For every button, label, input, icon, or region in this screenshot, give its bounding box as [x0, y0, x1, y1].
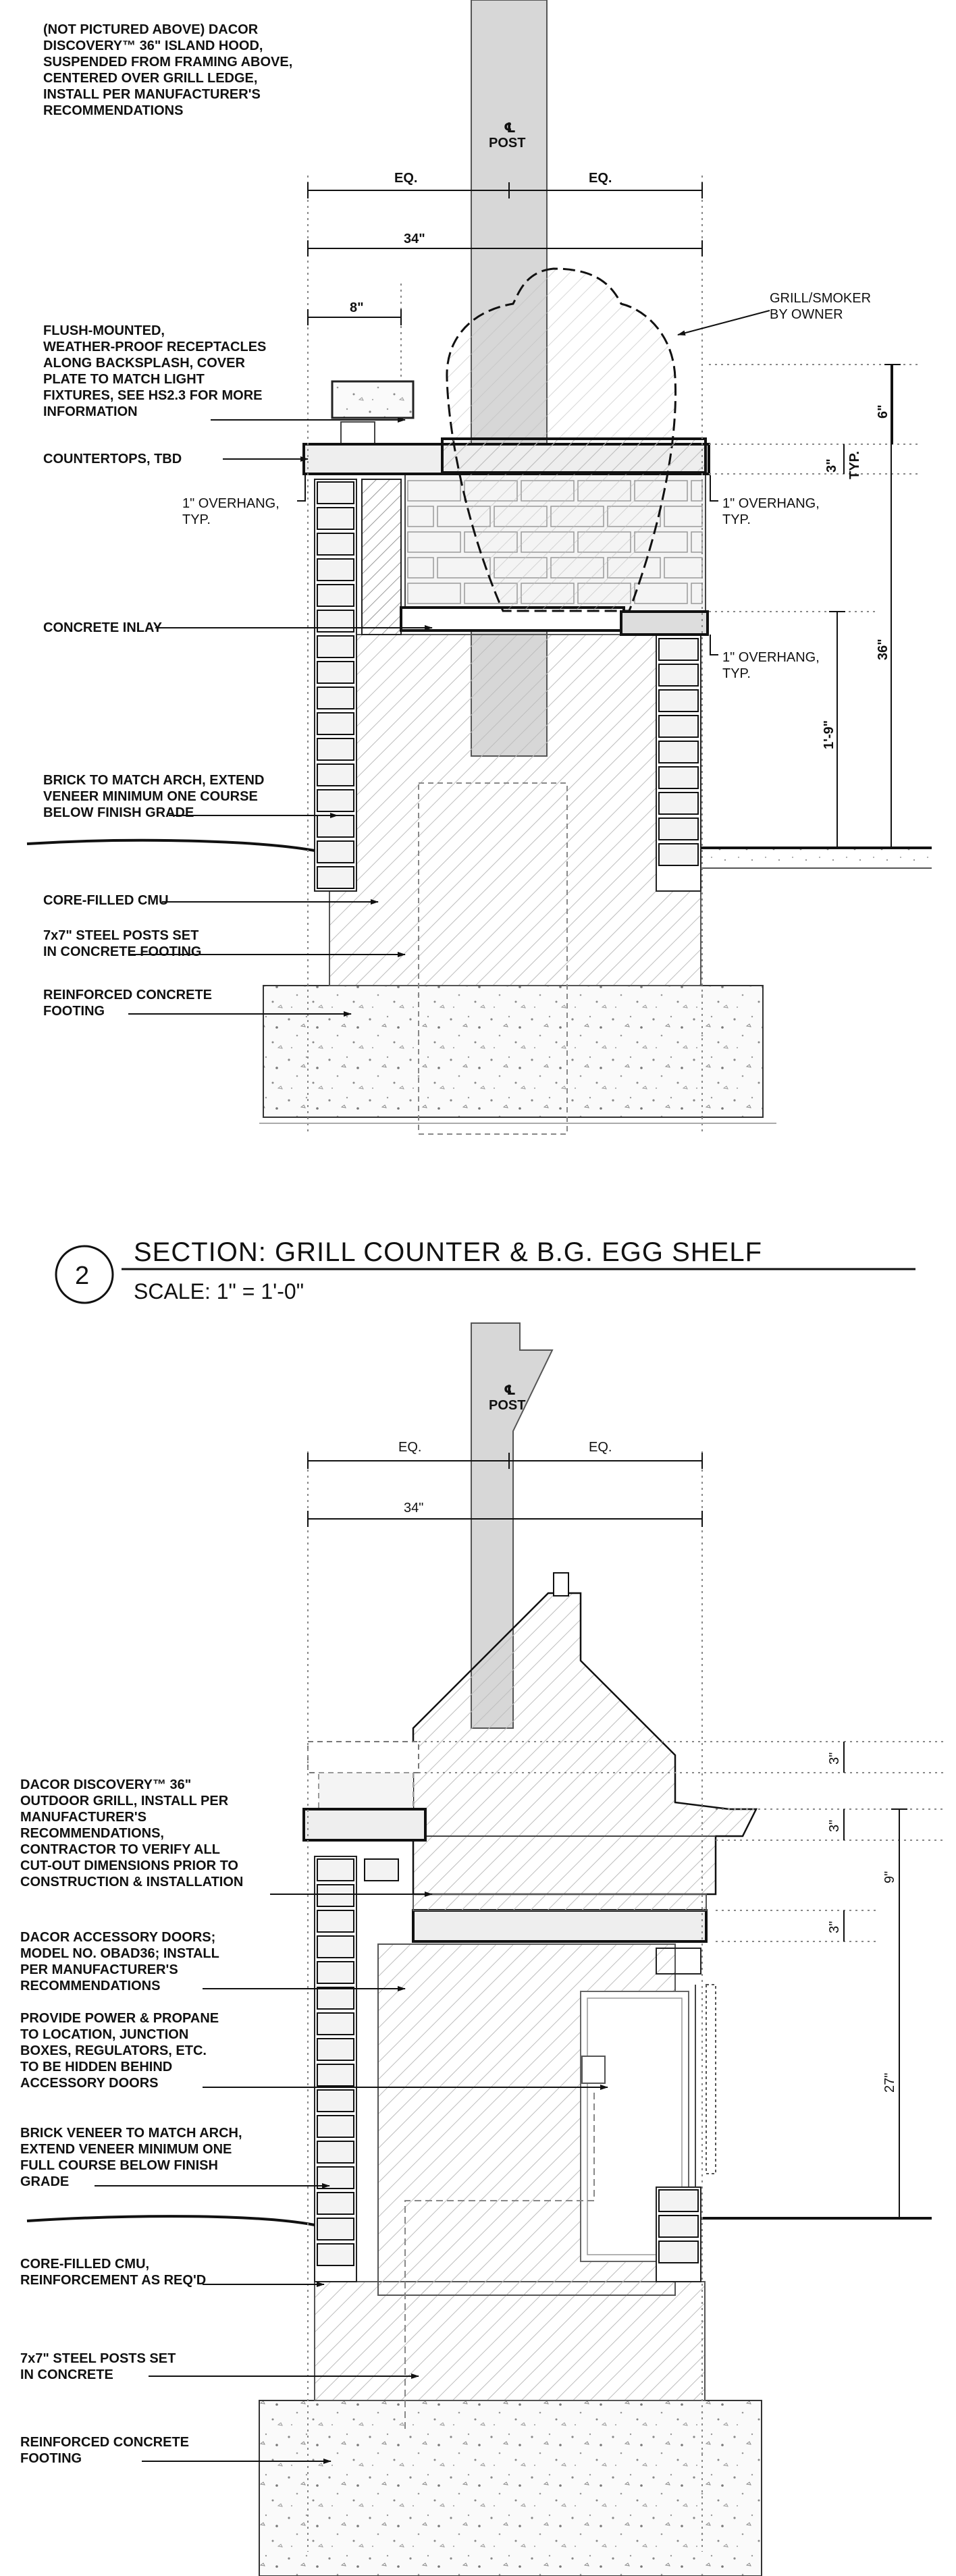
brick-column-right: [656, 635, 701, 891]
note-overhang-right-top-line: TYP.: [722, 512, 751, 527]
note-brick-veneer-line: FULL COURSE BELOW FINISH: [20, 2158, 218, 2173]
note-concrete-inlay-line: CONCRETE INLAY: [43, 620, 162, 635]
section-title: SECTION: GRILL COUNTER & B.G. EGG SHELF: [134, 1237, 763, 1267]
footing-shape: [263, 986, 763, 1117]
backsplash-2-block: [319, 1773, 413, 1809]
brick: [317, 508, 354, 529]
brick: [317, 2064, 354, 2086]
section2-dim-3c: 3": [827, 1921, 842, 1933]
note-hood-line: RECOMMENDATIONS: [43, 103, 184, 118]
shelf-2-shape: [413, 1910, 706, 1941]
note-concrete-inlay: [43, 620, 163, 635]
brick: [659, 690, 698, 712]
note-footing-2-line: FOOTING: [20, 2451, 82, 2466]
note-receptacles: [43, 323, 266, 419]
note-power-propane: [20, 2011, 219, 2091]
brick: [659, 639, 698, 660]
cmu-2-shape: [315, 2282, 705, 2400]
brick: [317, 533, 354, 555]
brick: [317, 2039, 354, 2060]
section1-dim-19: 1'-9": [822, 720, 837, 749]
note-receptacles-line: ALONG BACKSPLASH, COVER: [43, 356, 245, 371]
brick: [317, 1936, 354, 1958]
brick: [659, 844, 698, 865]
brick: [317, 2244, 354, 2265]
brick: [317, 739, 354, 760]
note-outdoor-grill-line: CONSTRUCTION & INSTALLATION: [20, 1875, 244, 1889]
note-receptacles-line: WEATHER-PROOF RECEPTACLES: [43, 340, 267, 354]
note-power-propane-line: PROVIDE POWER & PROPANE: [20, 2011, 219, 2026]
note-power-propane-line: TO LOCATION, JUNCTION: [20, 2027, 189, 2042]
section1-dim-typ: TYP.: [847, 451, 862, 479]
note-brick-line: VENEER MINIMUM ONE COURSE: [43, 789, 258, 804]
note-hood-line: INSTALL PER MANUFACTURER'S: [43, 87, 261, 102]
brick: [317, 1885, 354, 1906]
section1-dim-36: 36": [876, 639, 891, 660]
note-steel-posts-line: 7x7" STEEL POSTS SET: [43, 928, 199, 943]
note-countertops: [43, 452, 182, 466]
brick: [659, 2190, 698, 2211]
section1-dim-3: 3": [824, 458, 839, 473]
brick: [317, 713, 354, 734]
brick: [317, 482, 354, 504]
brick: [317, 1962, 354, 1983]
brick: [317, 2218, 354, 2240]
section-1-drawing: [27, 0, 932, 1134]
note-accessory-doors-line: MODEL NO. OBAD36; INSTALL: [20, 1946, 219, 1961]
brick: [317, 790, 354, 811]
note-overhang-right-bottom-line: TYP.: [722, 666, 751, 681]
brick: [659, 664, 698, 686]
note-footing-2-line: REINFORCED CONCRETE: [20, 2435, 190, 2450]
note-cmu-2: [20, 2257, 206, 2288]
grade-right: [701, 848, 930, 868]
brick: [317, 764, 354, 786]
ledge-right-shape: [621, 612, 708, 635]
note-brick-line: BRICK TO MATCH ARCH, EXTEND: [43, 773, 265, 788]
title-block: [56, 1237, 915, 1304]
section1-dim-eq-left: EQ.: [394, 171, 418, 186]
note-hood-line: DISCOVERY™ 36" ISLAND HOOD,: [43, 38, 263, 53]
note-hood-line: SUSPENDED FROM FRAMING ABOVE,: [43, 55, 293, 70]
brick: [317, 585, 354, 606]
note-grill-line: GRILL/SMOKER: [770, 291, 872, 306]
note-accessory-doors: [20, 1930, 219, 1993]
note-brick-line: BELOW FINISH GRADE: [43, 805, 194, 820]
section2-dim-3a: 3": [827, 1752, 842, 1765]
brick: [317, 610, 354, 632]
note-receptacles-line: FIXTURES, SEE HS2.3 FOR MORE: [43, 388, 263, 403]
note-overhang-right-top: [722, 496, 820, 527]
section2-dim-27: 27": [882, 2072, 897, 2093]
note-cmu-line: CORE-FILLED CMU: [43, 893, 169, 908]
note-receptacles-line: PLATE TO MATCH LIGHT: [43, 372, 205, 387]
note-brick-veneer-line: GRADE: [20, 2174, 70, 2189]
section2-centerline-symbol: ℄: [504, 1383, 516, 1398]
brick: [365, 1859, 398, 1881]
section1-dim-eq-right: EQ.: [589, 171, 612, 186]
note-outdoor-grill-line: MANUFACTURER'S: [20, 1810, 147, 1825]
section1-centerline-symbol: ℄: [504, 121, 516, 136]
junction-box-shape: [582, 2056, 605, 2083]
backsplash-cap: [332, 381, 413, 418]
note-footing-line: REINFORCED CONCRETE: [43, 988, 213, 1002]
note-overhang-right-bottom: [722, 650, 820, 681]
note-overhang-right-bottom-line: 1" OVERHANG,: [722, 650, 820, 665]
section2-dim-9: 9": [882, 1871, 897, 1883]
note-hood: [43, 22, 292, 118]
note-brick-veneer-line: EXTEND VENEER MINIMUM ONE: [20, 2142, 232, 2157]
brick: [317, 1910, 354, 1932]
note-steel-posts-2-line: 7x7" STEEL POSTS SET: [20, 2351, 176, 2366]
brick: [317, 2090, 354, 2112]
brick: [317, 2193, 354, 2214]
note-outdoor-grill-line: CONTRACTOR TO VERIFY ALL: [20, 1842, 220, 1857]
countertop-2-shape: [304, 1809, 425, 1840]
brick: [659, 716, 698, 737]
brick: [317, 559, 354, 581]
grade-2-line-left: [27, 2216, 315, 2225]
brick: [317, 636, 354, 658]
note-receptacles-line: FLUSH-MOUNTED,: [43, 323, 165, 338]
brick: [659, 741, 698, 763]
note-steel-posts-2-line: IN CONCRETE: [20, 2367, 113, 2382]
brick: [317, 2013, 354, 2035]
note-brick-veneer-line: BRICK VENEER TO MATCH ARCH,: [20, 2126, 242, 2141]
brick: [659, 793, 698, 814]
backsplash-2-cap: [308, 1742, 419, 1773]
note-footing-line: FOOTING: [43, 1004, 105, 1019]
note-countertops-line: COUNTERTOPS, TBD: [43, 452, 182, 466]
outdoor-grill-shape: [413, 1593, 756, 1894]
brick: [317, 2116, 354, 2137]
note-accessory-doors-line: RECOMMENDATIONS: [20, 1979, 161, 1993]
note-receptacles-line: INFORMATION: [43, 404, 138, 419]
note-overhang-left: [182, 496, 280, 527]
note-accessory-doors-line: DACOR ACCESSORY DOORS;: [20, 1930, 216, 1945]
note-power-propane-line: ACCESSORY DOORS: [20, 2076, 159, 2091]
note-cmu-2-line: CORE-FILLED CMU,: [20, 2257, 150, 2272]
brick: [317, 841, 354, 863]
brick: [317, 662, 354, 683]
brick: [659, 2241, 698, 2263]
note-brick-veneer: [20, 2126, 242, 2189]
note-brick: [43, 773, 264, 820]
section2-dim-width: 34": [404, 1501, 424, 1515]
brick: [317, 815, 354, 837]
section1-post-label: POST: [489, 136, 526, 151]
section2-dim-3b: 3": [827, 1819, 842, 1832]
note-cmu: [43, 893, 169, 908]
section2-dim-eq-left: EQ.: [398, 1440, 422, 1455]
note-power-propane-line: BOXES, REGULATORS, ETC.: [20, 2043, 207, 2058]
cmu-shape: [329, 635, 701, 986]
footing-2-shape: [259, 2400, 762, 2576]
note-overhang-left-line: TYP.: [182, 512, 211, 527]
note-overhang-left-line: 1" OVERHANG,: [182, 496, 280, 511]
note-grill: [770, 291, 871, 322]
section2-dim-eq-right: EQ.: [589, 1440, 612, 1455]
note-power-propane-line: TO BE HIDDEN BEHIND: [20, 2060, 173, 2074]
section-number: 2: [75, 1262, 90, 1290]
brick: [317, 1859, 354, 1881]
note-steel-posts-line: IN CONCRETE FOOTING: [43, 944, 202, 959]
section-scale: SCALE: 1" = 1'-0": [134, 1279, 304, 1304]
brick: [659, 818, 698, 840]
note-accessory-doors-line: PER MANUFACTURER'S: [20, 1962, 178, 1977]
brick: [317, 1987, 354, 2009]
note-outdoor-grill: [20, 1777, 243, 1889]
brick: [317, 867, 354, 888]
section1-dim-6: 6": [876, 404, 891, 419]
note-hood-line: CENTERED OVER GRILL LEDGE,: [43, 71, 258, 86]
section1-dim-backsplash: 8": [350, 300, 364, 315]
brick: [659, 767, 698, 788]
note-outdoor-grill-line: RECOMMENDATIONS,: [20, 1826, 164, 1841]
brick: [659, 2216, 698, 2237]
note-steel-posts-2: [20, 2351, 176, 2382]
section1-dim-width: 34": [404, 232, 425, 246]
note-overhang-right-top-line: 1" OVERHANG,: [722, 496, 820, 511]
brick: [317, 687, 354, 709]
note-outdoor-grill-line: CUT-OUT DIMENSIONS PRIOR TO: [20, 1858, 238, 1873]
section2-post-label: POST: [489, 1398, 526, 1413]
grade-line-left: [27, 840, 315, 851]
brick: [317, 2141, 354, 2163]
note-outdoor-grill-line: OUTDOOR GRILL, INSTALL PER: [20, 1794, 229, 1808]
note-grill-line: BY OWNER: [770, 307, 843, 322]
note-hood-line: (NOT PICTURED ABOVE) DACOR: [43, 22, 259, 37]
note-outdoor-grill-line: DACOR DISCOVERY™ 36": [20, 1777, 192, 1792]
note-cmu-2-line: REINFORCEMENT AS REQ'D: [20, 2273, 207, 2288]
